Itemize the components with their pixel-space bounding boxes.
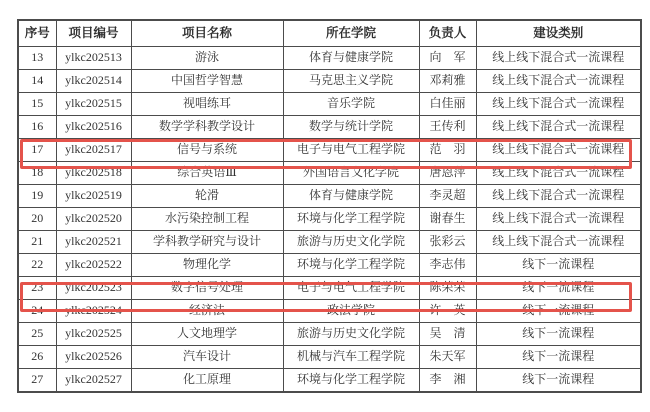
table-row	[18, 47, 641, 70]
cell-code: ylkc202526	[56, 346, 131, 369]
course-list-table	[17, 19, 642, 393]
table-row	[18, 116, 641, 139]
cell-college: 体育与健康学院	[283, 47, 419, 70]
cell-no: 19	[18, 185, 56, 208]
cell-no: 20	[18, 208, 56, 231]
table-row	[18, 323, 641, 346]
cell-no: 14	[18, 70, 56, 93]
cell-no: 23	[18, 277, 56, 300]
cell-no: 18	[18, 162, 56, 185]
cell-code: ylkc202525	[56, 323, 131, 346]
cell-category: 线下一流课程	[476, 369, 641, 393]
cell-leader: 邓莉雅	[419, 70, 476, 93]
cell-code: ylkc202520	[56, 208, 131, 231]
cell-college: 环境与化学工程学院	[283, 254, 419, 277]
cell-leader: 张彩云	[419, 231, 476, 254]
cell-name: 游泳	[131, 47, 283, 70]
cell-leader: 白佳丽	[419, 93, 476, 116]
cell-leader: 范 羽	[419, 139, 476, 162]
cell-category: 线下一流课程	[476, 277, 641, 300]
header-cell-name: 项目名称	[131, 20, 283, 47]
cell-college: 政法学院	[283, 300, 419, 323]
cell-no: 26	[18, 346, 56, 369]
cell-college: 马克思主义学院	[283, 70, 419, 93]
cell-name: 学科教学研究与设计	[131, 231, 283, 254]
cell-leader: 许 英	[419, 300, 476, 323]
cell-no: 24	[18, 300, 56, 323]
cell-category: 线上线下混合式一流课程	[476, 185, 641, 208]
table-row	[18, 93, 641, 116]
cell-category: 线下一流课程	[476, 346, 641, 369]
cell-college: 音乐学院	[283, 93, 419, 116]
cell-name: 化工原理	[131, 369, 283, 393]
cell-name: 数字信号处理	[131, 277, 283, 300]
cell-leader: 王传利	[419, 116, 476, 139]
table-row-highlighted	[18, 139, 641, 162]
table-row	[18, 254, 641, 277]
cell-code: ylkc202521	[56, 231, 131, 254]
cell-no: 17	[18, 139, 56, 162]
cell-code: ylkc202515	[56, 93, 131, 116]
cell-no: 27	[18, 369, 56, 393]
cell-no: 21	[18, 231, 56, 254]
table-row	[18, 346, 641, 369]
cell-name: 轮滑	[131, 185, 283, 208]
cell-category: 线上线下混合式一流课程	[476, 231, 641, 254]
header-cell-code: 项目编号	[56, 20, 131, 47]
cell-category: 线上线下混合式一流课程	[476, 116, 641, 139]
cell-category: 线上线下混合式一流课程	[476, 93, 641, 116]
cell-name: 经济法	[131, 300, 283, 323]
cell-no: 16	[18, 116, 56, 139]
header-cell-leader: 负责人	[419, 20, 476, 47]
table-row	[18, 185, 641, 208]
cell-category: 线下一流课程	[476, 323, 641, 346]
cell-code: ylkc202518	[56, 162, 131, 185]
table-row-highlighted	[18, 277, 641, 300]
header-cell-category: 建设类别	[476, 20, 641, 47]
table-row	[18, 369, 641, 393]
cell-category: 线下一流课程	[476, 300, 641, 323]
cell-code: ylkc202516	[56, 116, 131, 139]
cell-no: 13	[18, 47, 56, 70]
cell-category: 线上线下混合式一流课程	[476, 208, 641, 231]
cell-no: 15	[18, 93, 56, 116]
table-row	[18, 231, 641, 254]
cell-category: 线上线下混合式一流课程	[476, 47, 641, 70]
cell-leader: 谢春生	[419, 208, 476, 231]
cell-college: 外国语言文化学院	[283, 162, 419, 185]
cell-leader: 唐恩萍	[419, 162, 476, 185]
cell-leader: 李志伟	[419, 254, 476, 277]
cell-college: 环境与化学工程学院	[283, 208, 419, 231]
cell-leader: 李 湘	[419, 369, 476, 393]
cell-leader: 朱天军	[419, 346, 476, 369]
cell-code: ylkc202519	[56, 185, 131, 208]
cell-college: 旅游与历史文化学院	[283, 231, 419, 254]
cell-name: 汽车设计	[131, 346, 283, 369]
cell-name: 中国哲学智慧	[131, 70, 283, 93]
cell-code: ylkc202522	[56, 254, 131, 277]
cell-college: 旅游与历史文化学院	[283, 323, 419, 346]
cell-code: ylkc202524	[56, 300, 131, 323]
cell-college: 电子与电气工程学院	[283, 139, 419, 162]
cell-leader: 陈荣荣	[419, 277, 476, 300]
cell-name: 水污染控制工程	[131, 208, 283, 231]
table-row	[18, 162, 641, 185]
cell-no: 22	[18, 254, 56, 277]
table-row	[18, 70, 641, 93]
cell-category: 线上线下混合式一流课程	[476, 162, 641, 185]
cell-leader: 李灵超	[419, 185, 476, 208]
cell-category: 线下一流课程	[476, 254, 641, 277]
cell-category: 线上线下混合式一流课程	[476, 70, 641, 93]
cell-college: 电子与电气工程学院	[283, 277, 419, 300]
cell-code: ylkc202527	[56, 369, 131, 393]
cell-name: 人文地理学	[131, 323, 283, 346]
cell-no: 25	[18, 323, 56, 346]
table-row	[18, 300, 641, 323]
cell-name: 数学学科教学设计	[131, 116, 283, 139]
table-row	[18, 208, 641, 231]
cell-code: ylkc202514	[56, 70, 131, 93]
cell-college: 数学与统计学院	[283, 116, 419, 139]
table-header-row	[18, 20, 641, 47]
cell-name: 综合英语Ⅲ	[131, 162, 283, 185]
cell-code: ylkc202523	[56, 277, 131, 300]
cell-name: 视唱练耳	[131, 93, 283, 116]
cell-college: 环境与化学工程学院	[283, 369, 419, 393]
cell-code: ylkc202513	[56, 47, 131, 70]
cell-name: 信号与系统	[131, 139, 283, 162]
cell-leader: 吴 清	[419, 323, 476, 346]
header-cell-no: 序号	[18, 20, 56, 47]
cell-college: 体育与健康学院	[283, 185, 419, 208]
cell-code: ylkc202517	[56, 139, 131, 162]
cell-leader: 向 军	[419, 47, 476, 70]
header-cell-college: 所在学院	[283, 20, 419, 47]
cell-category: 线上线下混合式一流课程	[476, 139, 641, 162]
cell-name: 物理化学	[131, 254, 283, 277]
cell-college: 机械与汽车工程学院	[283, 346, 419, 369]
